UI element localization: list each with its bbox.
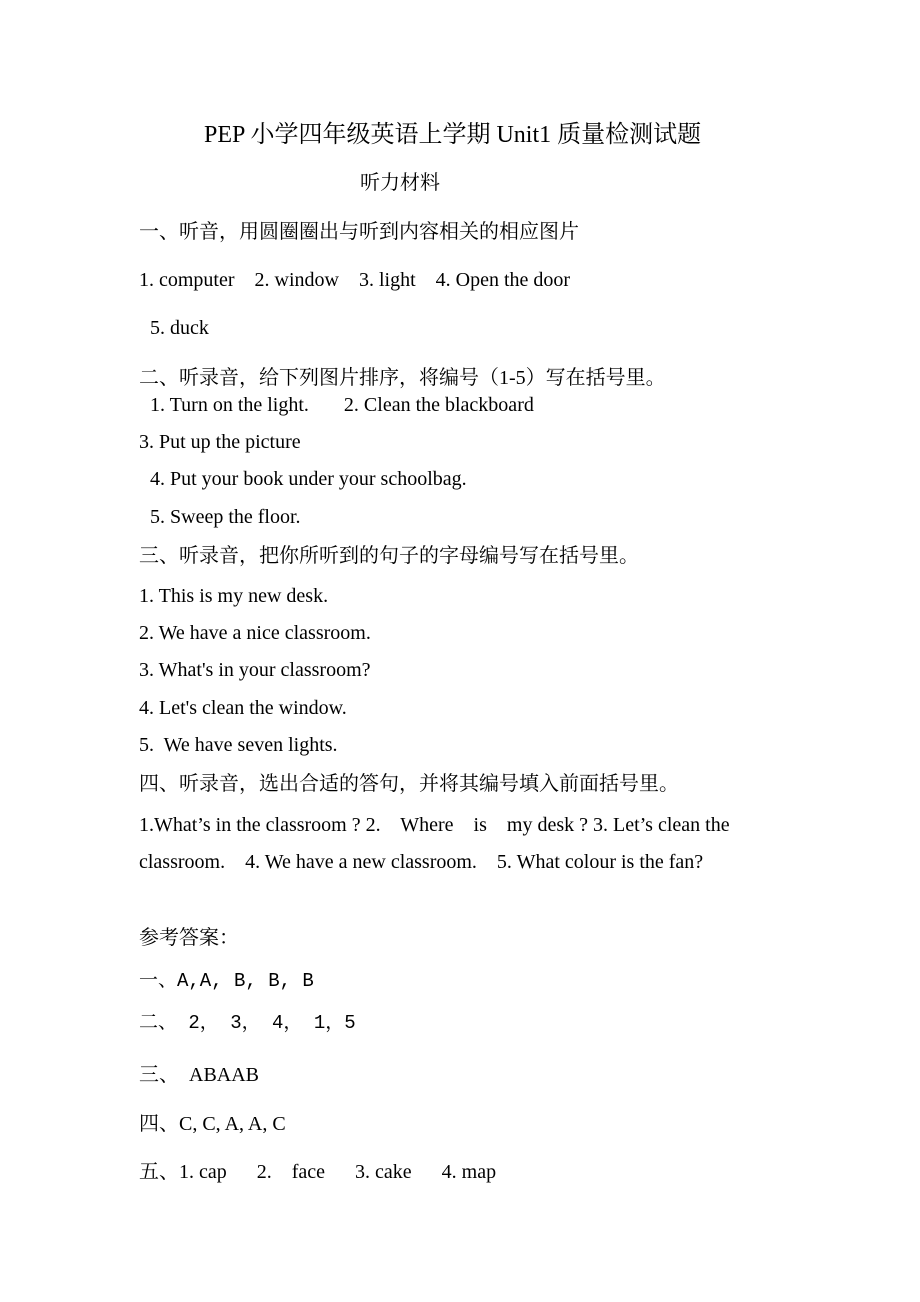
section-3-item: 3. What's in your classroom? xyxy=(139,659,371,681)
section-4-line-1: 1.What’s in the classroom ? 2. Where is my desk ? 3. Let’s clean the xyxy=(139,814,730,836)
section-3-item: 4. Let's clean the window. xyxy=(139,697,347,719)
answer-line-2: 二、 2， 3， 4， 1，5 xyxy=(139,1012,356,1034)
section-2-line-4: 5. Sweep the floor. xyxy=(150,506,301,528)
answers-heading: 参考答案： xyxy=(139,927,239,949)
section-2-heading: 二、听录音，给下列图片排序，将编号（1-5）写在括号里。 xyxy=(139,367,666,389)
answer-line-1: 一、A,A, B, B, B xyxy=(139,970,314,992)
document-title: PEP 小学四年级英语上学期 Unit1 质量检测试题 xyxy=(204,122,702,148)
section-3-item: 1. This is my new desk. xyxy=(139,585,329,607)
answer-line-3: 三、 ABAAB xyxy=(139,1064,260,1086)
document-subtitle: 听力材料 xyxy=(360,172,440,194)
section-3-item: 2. We have a nice classroom. xyxy=(139,622,371,644)
answer-line-5: 五、1. cap 2. face 3. cake 4. map xyxy=(139,1161,497,1183)
section-2-line-1: 1. Turn on the light. 2. Clean the blackboard xyxy=(150,394,534,416)
section-1-line-1: 1. computer 2. window 3. light 4. Open the door xyxy=(139,269,571,291)
section-1-heading: 一、听音，用圆圈圈出与听到内容相关的相应图片 xyxy=(139,221,579,243)
section-4-heading: 四、听录音，选出合适的答句，并将其编号填入前面括号里。 xyxy=(139,773,679,795)
section-2-line-3: 4. Put your book under your schoolbag. xyxy=(150,468,467,490)
section-1-line-2: 5. duck xyxy=(150,317,209,339)
answer-line-4: 四、C, C, A, A, C xyxy=(139,1113,286,1135)
section-2-line-2: 3. Put up the picture xyxy=(139,431,301,453)
section-4-line-2: classroom. 4. We have a new classroom. 5. What colour is the fan? xyxy=(139,851,704,873)
section-3-heading: 三、听录音，把你所听到的句子的字母编号写在括号里。 xyxy=(139,545,639,567)
section-3-item: 5. We have seven lights. xyxy=(139,734,338,756)
